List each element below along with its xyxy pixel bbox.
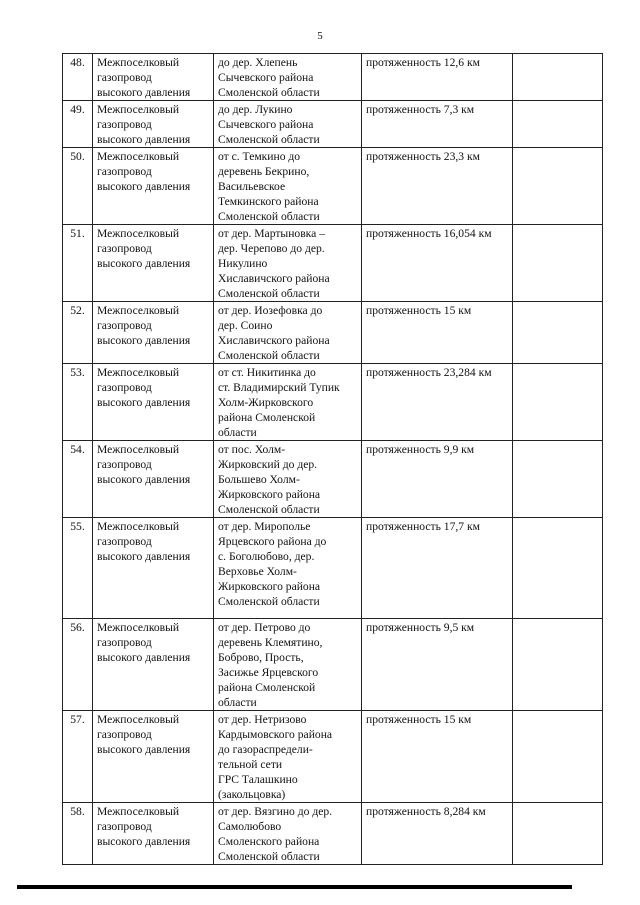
object-type-line: высокого давления: [97, 133, 191, 146]
length-cell: [362, 619, 513, 711]
length-value: протяженность 16,054 км: [366, 227, 492, 240]
length-value: протяженность 8,284 км: [366, 805, 486, 818]
object-type-line: высокого давления: [97, 743, 191, 756]
route-line: ст. Владимирский Тупик: [218, 381, 340, 394]
empty-cell: [513, 619, 603, 711]
object-type-line: высокого давления: [97, 473, 191, 486]
route-line: деревень Бекрино,: [218, 165, 310, 178]
object-type-cell: [93, 441, 214, 518]
table-row: [63, 803, 603, 865]
object-type-line: газопровод: [97, 242, 152, 255]
route-line: области: [218, 696, 257, 709]
route-line: Хиславичского района: [218, 334, 330, 347]
route-line: от дер. Петрово до: [218, 621, 311, 634]
length-cell: [362, 101, 513, 148]
route-line: Ярцевского района до: [218, 535, 327, 548]
table-row: [63, 441, 603, 518]
object-type-cell: [93, 54, 214, 101]
length-value: протяженность 23,3 км: [366, 150, 480, 163]
route-line: от дер. Нетризово: [218, 713, 307, 726]
route-line: Смоленской области: [218, 503, 320, 516]
object-type-cell: [93, 148, 214, 225]
object-type-line: газопровод: [97, 118, 152, 131]
row-number: 54.: [63, 441, 93, 518]
object-type-line: газопровод: [97, 319, 152, 332]
route-line: ГРС Талашкино: [218, 773, 298, 786]
gas-pipeline-table: [62, 53, 603, 865]
route-line: Смоленской области: [218, 210, 320, 223]
table-row: [63, 364, 603, 441]
route-line: деревень Клемятино,: [218, 636, 323, 649]
length-cell: [362, 803, 513, 865]
empty-cell: [513, 364, 603, 441]
object-type-cell: [93, 101, 214, 148]
row-number: 49.: [63, 101, 93, 148]
object-type-cell: [93, 302, 214, 364]
route-line: Кардымовского района: [218, 728, 333, 741]
object-type-line: Межпоселковый: [97, 304, 180, 317]
route-line: до дер. Лукино: [218, 103, 293, 116]
empty-cell: [513, 101, 603, 148]
length-cell: [362, 711, 513, 803]
route-line: от ст. Никитинка до: [218, 366, 316, 379]
length-cell: [362, 302, 513, 364]
object-type-line: газопровод: [97, 728, 152, 741]
row-number: 55.: [63, 518, 93, 619]
length-value: протяженность 9,5 км: [366, 621, 475, 634]
route-cell: [214, 803, 362, 865]
route-line: до газораспредели-: [218, 743, 313, 756]
length-value: протяженность 7,3 км: [366, 103, 475, 116]
route-line: Смоленской области: [218, 133, 320, 146]
object-type-cell: [93, 364, 214, 441]
object-type-line: Межпоселковый: [97, 713, 180, 726]
route-line: Хиславичского района: [218, 272, 330, 285]
object-type-line: газопровод: [97, 165, 152, 178]
object-type-line: Межпоселковый: [97, 227, 180, 240]
object-type-line: газопровод: [97, 71, 152, 84]
object-type-line: газопровод: [97, 636, 152, 649]
length-cell: [362, 518, 513, 619]
route-line: Боброво, Прость,: [218, 651, 304, 664]
route-line: тельной сети: [218, 758, 283, 771]
length-value: протяженность 15 км: [366, 713, 472, 726]
length-value: протяженность 23,284 км: [366, 366, 492, 379]
row-number: 53.: [63, 364, 93, 441]
empty-cell: [513, 148, 603, 225]
empty-cell: [513, 518, 603, 619]
route-cell: [214, 302, 362, 364]
object-type-line: Межпоселковый: [97, 621, 180, 634]
table-row: [63, 619, 603, 711]
empty-cell: [513, 441, 603, 518]
object-type-line: Межпоселковый: [97, 443, 180, 456]
route-line: Засижье Ярцевского: [218, 666, 319, 679]
table-row: [63, 54, 603, 101]
route-line: Смоленской области: [218, 595, 320, 608]
table-row: [63, 225, 603, 302]
object-type-cell: [93, 518, 214, 619]
table-row: [63, 302, 603, 364]
table-row: [63, 711, 603, 803]
route-line: района Смоленской: [218, 411, 316, 424]
object-type-line: Межпоселковый: [97, 150, 180, 163]
route-line: района Смоленской: [218, 681, 316, 694]
route-line: Смоленского района: [218, 835, 320, 848]
route-line: Жирковского района: [218, 488, 321, 501]
route-line: Верховье Холм-: [218, 565, 297, 578]
route-line: от с. Темкино до: [218, 150, 301, 163]
route-line: от дер. Вязгино до дер.: [218, 805, 333, 818]
route-line: от дер. Миропольe: [218, 520, 311, 533]
object-type-line: Межпоселковый: [97, 805, 180, 818]
page-number: 5: [317, 30, 323, 42]
object-type-line: высокого давления: [97, 86, 191, 99]
route-cell: [214, 54, 362, 101]
object-type-cell: [93, 225, 214, 302]
route-line: от дер. Мартыновка –: [218, 227, 325, 240]
row-number: 57.: [63, 711, 93, 803]
route-line: Большево Холм-: [218, 473, 300, 486]
route-cell: [214, 518, 362, 619]
route-line: Никулино: [218, 257, 268, 270]
row-number: 51.: [63, 225, 93, 302]
route-line: Самолюбово: [218, 820, 282, 833]
length-cell: [362, 364, 513, 441]
route-line: с. Боголюбово, дер.: [218, 550, 315, 563]
row-number: 50.: [63, 148, 93, 225]
route-line: Темкинского района: [218, 195, 319, 208]
route-line: Жирковский до дер.: [218, 458, 318, 471]
object-type-line: высокого давления: [97, 550, 191, 563]
object-type-line: Межпоселковый: [97, 366, 180, 379]
route-line: от пос. Холм-: [218, 443, 286, 456]
empty-cell: [513, 225, 603, 302]
object-type-line: высокого давления: [97, 334, 191, 347]
object-type-line: Межпоселковый: [97, 103, 180, 116]
length-value: протяженность 17,7 км: [366, 520, 480, 533]
table-row: [63, 148, 603, 225]
route-line: Жирковского района: [218, 580, 321, 593]
length-value: протяженность 15 км: [366, 304, 472, 317]
object-type-line: газопровод: [97, 820, 152, 833]
table-row: [63, 518, 603, 619]
route-cell: [214, 441, 362, 518]
length-value: протяженность 12,6 км: [366, 56, 480, 69]
object-type-line: Межпоселковый: [97, 56, 180, 69]
empty-cell: [513, 711, 603, 803]
length-cell: [362, 148, 513, 225]
route-line: (закольцовка): [218, 788, 286, 801]
empty-cell: [513, 54, 603, 101]
route-line: Сычевского района: [218, 118, 314, 131]
route-line: от дер. Иозефовка до: [218, 304, 323, 317]
object-type-line: газопровод: [97, 381, 152, 394]
empty-cell: [513, 302, 603, 364]
route-cell: [214, 619, 362, 711]
route-line: до дер. Хлепень: [218, 56, 298, 69]
object-type-line: высокого давления: [97, 257, 191, 270]
object-type-cell: [93, 803, 214, 865]
row-number: 58.: [63, 803, 93, 865]
length-cell: [362, 441, 513, 518]
object-type-line: Межпоселковый: [97, 520, 180, 533]
route-line: Смоленской области: [218, 86, 320, 99]
object-type-line: высокого давления: [97, 396, 191, 409]
object-type-line: газопровод: [97, 535, 152, 548]
row-number: 52.: [63, 302, 93, 364]
length-cell: [362, 225, 513, 302]
route-line: Смоленской области: [218, 287, 320, 300]
route-cell: [214, 148, 362, 225]
row-number: 56.: [63, 619, 93, 711]
route-cell: [214, 101, 362, 148]
route-line: дер. Соино: [218, 319, 273, 332]
object-type-line: газопровод: [97, 458, 152, 471]
route-cell: [214, 364, 362, 441]
route-line: Сычевского района: [218, 71, 314, 84]
route-line: Смоленской области: [218, 850, 320, 863]
object-type-cell: [93, 619, 214, 711]
length-cell: [362, 54, 513, 101]
route-line: области: [218, 426, 257, 439]
length-value: протяженность 9,9 км: [366, 443, 475, 456]
object-type-line: высокого давления: [97, 180, 191, 193]
object-type-line: высокого давления: [97, 651, 191, 664]
route-line: Васильевское: [218, 180, 286, 193]
route-cell: [214, 225, 362, 302]
empty-cell: [513, 803, 603, 865]
object-type-line: высокого давления: [97, 835, 191, 848]
table-row: [63, 101, 603, 148]
object-type-cell: [93, 711, 214, 803]
route-cell: [214, 711, 362, 803]
route-line: Смоленской области: [218, 349, 320, 362]
scan-edge-bar: [17, 885, 572, 889]
route-line: дер. Черепово до дер.: [218, 242, 325, 255]
row-number: 48.: [63, 54, 93, 101]
route-line: Холм-Жирковского: [218, 396, 314, 409]
